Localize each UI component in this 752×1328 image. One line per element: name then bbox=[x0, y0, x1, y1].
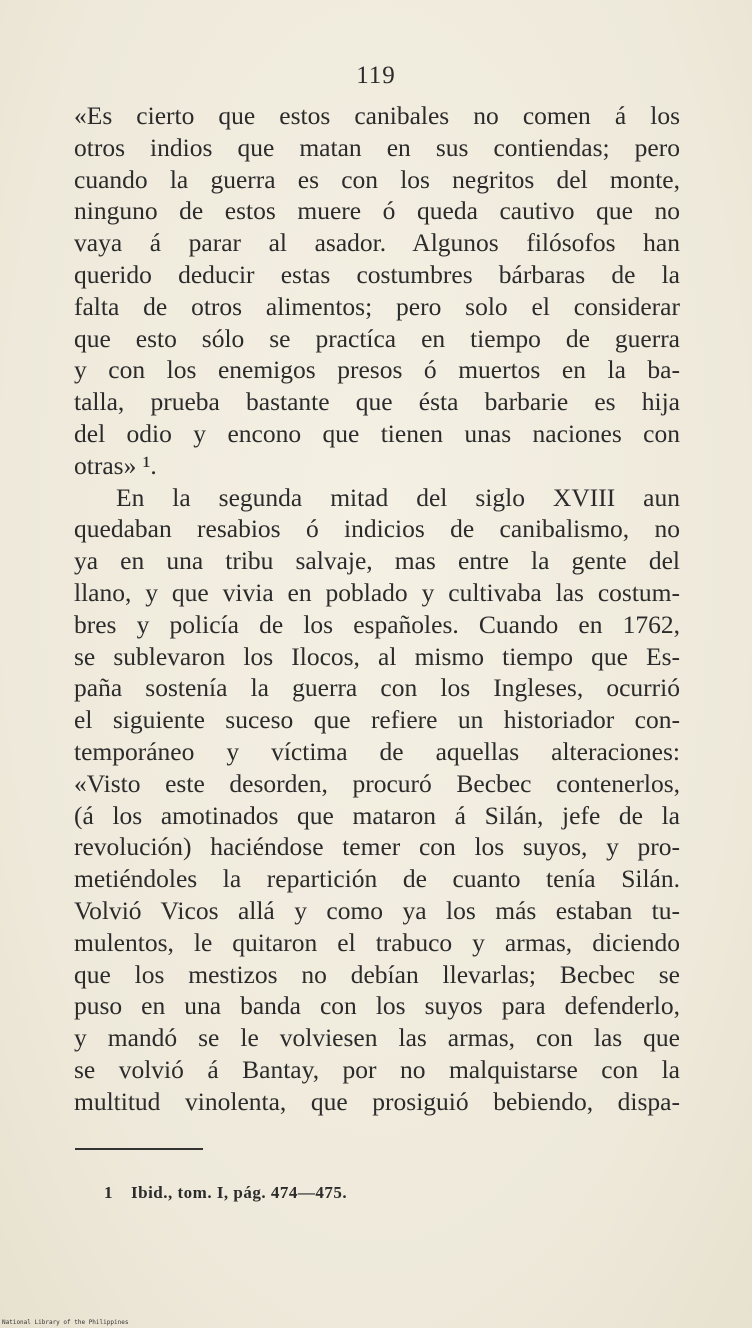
text-line: mulentos, le quitaron el trabuco y armas, diciendo bbox=[74, 927, 680, 957]
text-line: puso en una banda con los suyos para defenderlo, bbox=[74, 991, 680, 1021]
text-line: multitud vinolenta, que prosiguió bebiendo, dispa- bbox=[74, 1086, 680, 1116]
text-line: «Es cierto que estos canibales no comen á los bbox=[74, 101, 680, 130]
text-line: En la segunda mitad del siglo XVIII aun bbox=[116, 482, 680, 512]
page-number: 119 bbox=[356, 62, 396, 89]
footnote bbox=[104, 1183, 347, 1203]
text-line: otros indios que matan en sus contiendas; pero bbox=[74, 132, 680, 162]
text-line: bres y policía de los españoles. Cuando en 1762, bbox=[74, 609, 680, 639]
text-line: revolución) haciéndose temer con los suyos, y pro- bbox=[74, 832, 680, 862]
footnote-text: Ibid., tom. I, pág. 474—475. bbox=[131, 1183, 348, 1202]
library-credit: National Library of the Philippines bbox=[2, 1319, 129, 1326]
text-line: Volvió Vicos allá y como ya los más estaban tu- bbox=[74, 895, 680, 925]
text-line: ya en una tribu salvaje, mas entre la gente del bbox=[74, 546, 680, 576]
text-line: ninguno de estos muere ó queda cautivo que no bbox=[74, 196, 680, 226]
text-line: querido deducir estas costumbres bárbaras de la bbox=[74, 259, 680, 289]
text-line: y con los enemigos presos ó muertos en la ba- bbox=[74, 355, 680, 385]
text-line: se sublevaron los Ilocos, al mismo tiempo que Es- bbox=[74, 641, 680, 671]
footnote-number: 1 bbox=[104, 1183, 113, 1202]
text-line: y mandó se le volviesen las armas, con las que bbox=[74, 1023, 680, 1053]
text-line: que los mestizos no debían llevarlas; Becbec se bbox=[74, 959, 680, 989]
text-line: que esto sólo se practíca en tiempo de guerra bbox=[74, 323, 680, 353]
footnote-divider bbox=[75, 1148, 203, 1150]
text-line: temporáneo y víctima de aquellas alteraciones: bbox=[74, 736, 680, 766]
text-line: se volvió á Bantay, por no malquistarse con la bbox=[74, 1054, 680, 1084]
text-line: del odio y encono que tienen unas naciones con bbox=[74, 418, 680, 448]
text-line: paña sostenía la guerra con los Ingleses, ocurrió bbox=[74, 673, 680, 703]
text-line: otras» ¹. bbox=[74, 450, 157, 480]
text-line: llano, y que vivia en poblado y cultivaba las costum- bbox=[74, 577, 680, 607]
text-line: falta de otros alimentos; pero solo el considerar bbox=[74, 291, 680, 321]
text-line: el siguiente suceso que refiere un historiador con- bbox=[74, 705, 680, 735]
text-line: vaya á parar al asador. Algunos filósofos han bbox=[74, 228, 680, 258]
text-line: «Visto este desorden, procuró Becbec contenerlos, bbox=[74, 768, 680, 798]
text-line: quedaban resabios ó indicios de canibalismo, no bbox=[74, 514, 680, 544]
text-line: metiéndoles la repartición de cuanto tenía Silán. bbox=[74, 864, 680, 894]
text-line: cuando la guerra es con los negritos del monte, bbox=[74, 164, 680, 194]
text-line: (á los amotinados que mataron á Silán, jefe de la bbox=[74, 800, 680, 830]
body-text bbox=[74, 100, 680, 1118]
text-line: talla, prueba bastante que ésta barbarie es hija bbox=[74, 387, 680, 417]
